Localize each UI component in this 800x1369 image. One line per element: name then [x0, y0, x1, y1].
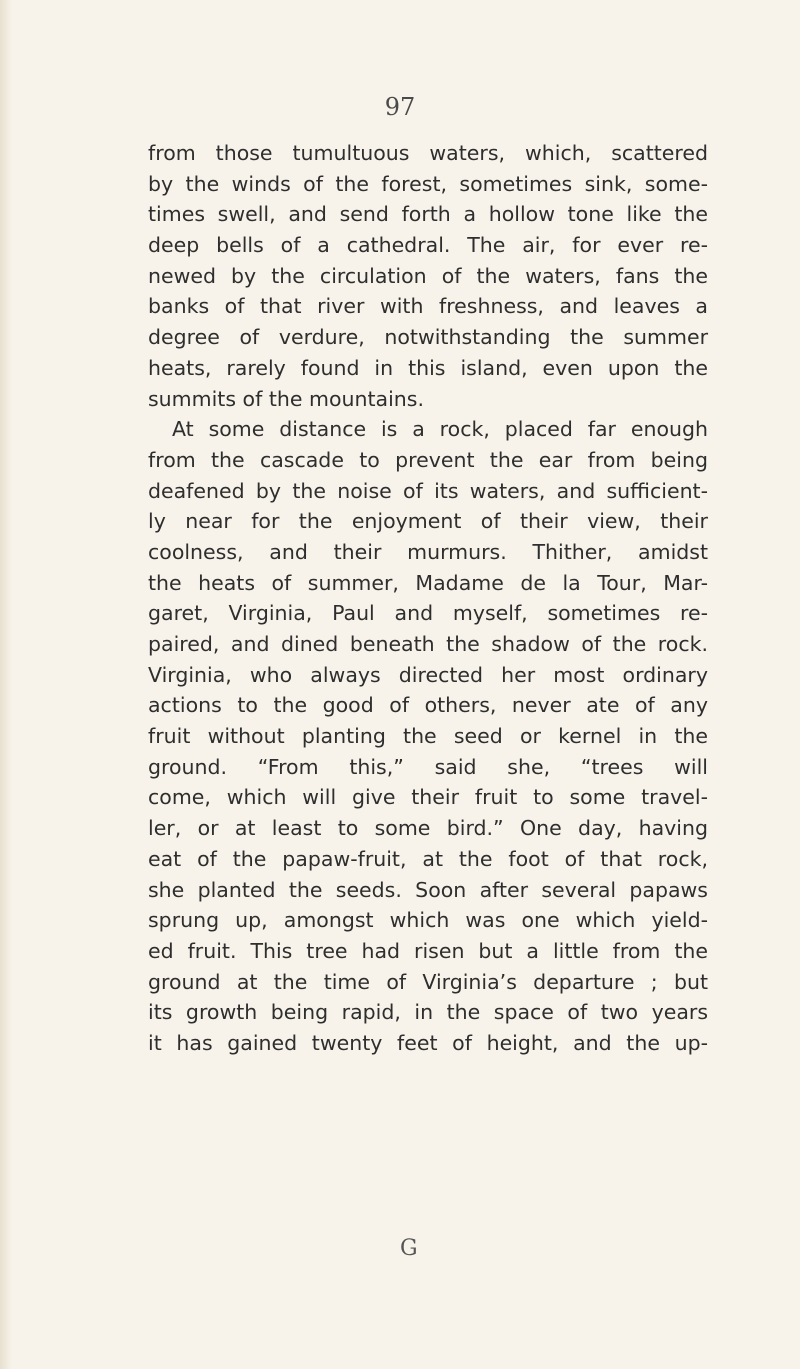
text-line: ground at the time of Virginia’s departure ; but: [148, 969, 708, 994]
text-line: degree of verdure, notwithstanding the summer: [148, 325, 708, 350]
text-line: paired, and dined beneath the shadow of the rock.: [148, 632, 708, 656]
text-line: actions to the good of others, never ate of any: [148, 693, 708, 718]
signature-mark: G: [400, 1236, 418, 1261]
text-line: banks of that river with freshness, and leaves a: [148, 294, 708, 319]
text-line: from those tumultuous waters, which, scattered: [148, 141, 708, 165]
text-line: the heats of summer, Madame de la Tour, Mar-: [148, 570, 708, 595]
text-line: garet, Virginia, Paul and myself, sometimes re-: [148, 601, 708, 626]
text-line: from the cascade to prevent the ear from being: [148, 447, 708, 472]
text-line: by the winds of the forest, sometimes sink, some-: [148, 171, 708, 196]
text-line: its growth being rapid, in the space of two years: [148, 1000, 708, 1025]
text-line: ground. “From this,” said she, “trees will: [148, 754, 708, 779]
text-line: ly near for the enjoyment of their view, their: [148, 509, 708, 534]
text-line: times swell, and send forth a hollow tone like the: [148, 202, 708, 227]
text-line: fruit without planting the seed or kernel in the: [148, 724, 708, 749]
body-text: [148, 138, 708, 1059]
text-line: At some distance is a rock, placed far enough: [172, 417, 708, 442]
text-line: Virginia, who always directed her most ordinary: [148, 662, 708, 687]
text-line: ed fruit. This tree had risen but a little from the: [148, 938, 708, 963]
page-binding-edge: [0, 0, 12, 1369]
text-line: eat of the papaw-fruit, at the foot of that rock,: [148, 846, 708, 871]
text-line: coolness, and their murmurs. Thither, amidst: [148, 539, 708, 564]
text-line: heats, rarely found in this island, even upon the: [148, 355, 708, 380]
text-line: summits of the mountains.: [148, 386, 424, 411]
text-line: sprung up, amongst which was one which yield-: [148, 908, 708, 933]
page-number: 97: [384, 93, 416, 121]
text-line: ler, or at least to some bird.” One day, having: [148, 816, 708, 841]
text-line: deafened by the noise of its waters, and sufficient-: [148, 478, 708, 503]
text-line: she planted the seeds. Soon after several papaws: [148, 877, 708, 902]
text-line: come, which will give their fruit to some travel-: [148, 785, 708, 810]
text-line: newed by the circulation of the waters, fans the: [148, 263, 708, 288]
text-line: deep bells of a cathedral. The air, for ever re-: [148, 233, 708, 258]
text-line: it has gained twenty feet of height, and the up-: [148, 1030, 708, 1055]
